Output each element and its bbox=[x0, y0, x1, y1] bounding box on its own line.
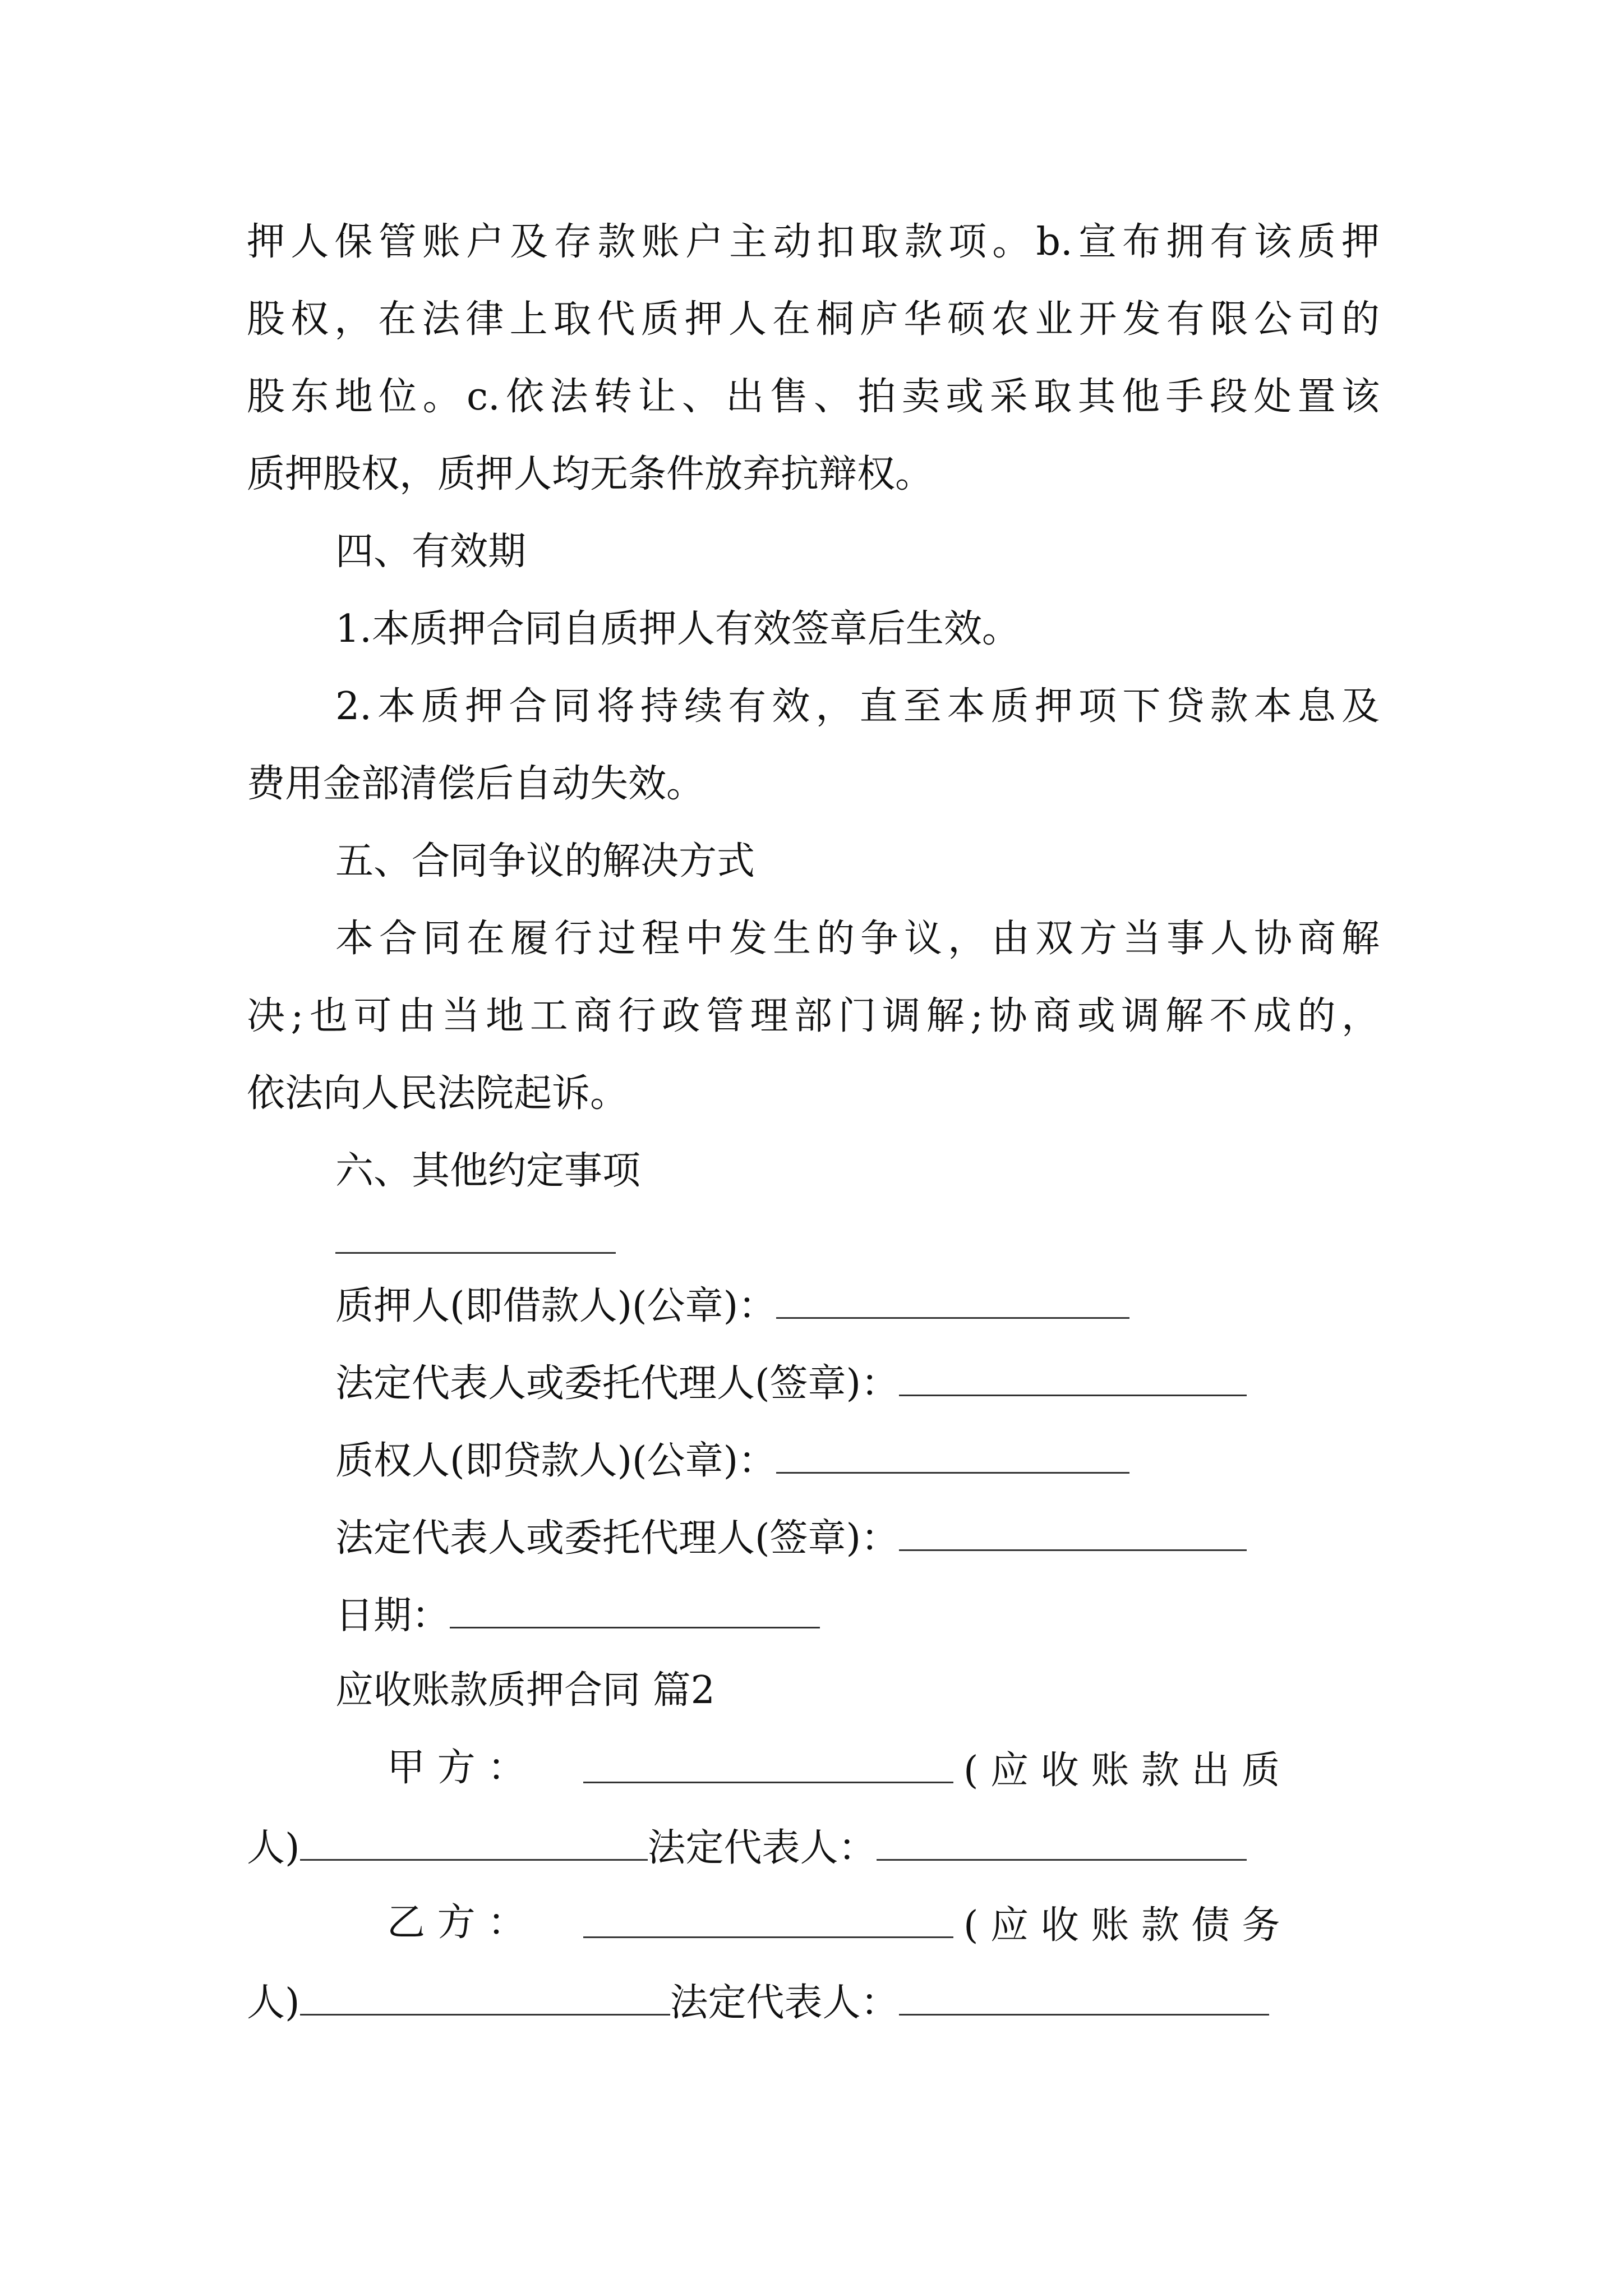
signature-label: 日期： bbox=[335, 1594, 450, 1638]
signature-row-pledgee-rep bbox=[335, 1516, 1247, 1561]
list-item-continuation: 费用金部清偿后自动失效。 bbox=[247, 762, 705, 806]
paragraph-line: 本合同在履行过程中发生的争议，由双方当事人协商解 bbox=[335, 917, 1380, 961]
party-b-rep-blank[interactable] bbox=[899, 1981, 1269, 2016]
paragraph-line: 质押股权，质押人均无条件放弃抗辩权。 bbox=[247, 452, 934, 496]
signature-label: 法定代表人或委托代理人(签章)： bbox=[335, 1361, 900, 1406]
list-item: 2.本质押合同将持续有效，直至本质押项下贷款本息及 bbox=[335, 684, 1380, 729]
signature-label: 法定代表人或委托代理人(签章)： bbox=[335, 1516, 900, 1561]
signature-blank[interactable] bbox=[776, 1439, 1129, 1474]
signature-label: 质押人(即借款人)(公章)： bbox=[335, 1284, 777, 1328]
signature-row-date bbox=[335, 1594, 820, 1638]
blank-line bbox=[335, 1252, 616, 1254]
section-heading: 六、其他约定事项 bbox=[335, 1149, 641, 1193]
signature-row-pledgor-rep bbox=[335, 1361, 1247, 1406]
section-heading: 四、有效期 bbox=[335, 530, 527, 574]
party-a-role: ( 应 收 账 款 出 质 bbox=[963, 1749, 1280, 1793]
party-a-extra-blank[interactable] bbox=[300, 1826, 648, 1861]
signature-blank[interactable] bbox=[899, 1517, 1247, 1551]
signature-row-pledgor bbox=[335, 1285, 1129, 1326]
party-a-role-end: 人) bbox=[247, 1826, 300, 1870]
party-b-row bbox=[583, 1903, 1280, 1948]
party-b-rep-label: 法定代表人： bbox=[670, 1981, 899, 2025]
party-b-role-end: 人) bbox=[247, 1981, 300, 2025]
paragraph-line: 股权，在法律上取代质押人在桐庐华硕农业开发有限公司的 bbox=[247, 297, 1380, 342]
date-blank[interactable] bbox=[450, 1594, 820, 1628]
party-b-row-2 bbox=[247, 1981, 1269, 2025]
party-b-name-blank[interactable] bbox=[583, 1904, 953, 1938]
paragraph-line: 股东地位。c.依法转让、出售、拍卖或采取其他手段处置该 bbox=[247, 375, 1380, 419]
party-b-label: 乙 方 ： bbox=[387, 1901, 526, 1945]
party-a-rep-label: 法定代表人： bbox=[647, 1826, 877, 1870]
signature-label: 质权人(即贷款人)(公章)： bbox=[335, 1439, 777, 1483]
signature-blank[interactable] bbox=[776, 1285, 1129, 1319]
party-b-extra-blank[interactable] bbox=[300, 1981, 670, 2016]
paragraph-line: 决;也可由当地工商行政管理部门调解;协商或调解不成的， bbox=[247, 994, 1380, 1038]
party-a-row bbox=[583, 1749, 1280, 1793]
signature-blank[interactable] bbox=[899, 1362, 1247, 1396]
part-heading: 应收账款质押合同 篇2 bbox=[335, 1668, 715, 1713]
party-a-rep-blank[interactable] bbox=[877, 1826, 1247, 1861]
party-b-role: ( 应 收 账 款 债 务 bbox=[963, 1903, 1280, 1948]
party-a-label: 甲 方 ： bbox=[387, 1746, 526, 1790]
party-a-row-2 bbox=[247, 1826, 1247, 1870]
signature-row-pledgee bbox=[335, 1439, 1129, 1483]
paragraph-line: 押人保管账户及存款账户主动扣取款项。b.宣布拥有该质押 bbox=[247, 220, 1380, 264]
section-heading: 五、合同争议的解决方式 bbox=[335, 839, 755, 884]
paragraph-line: 依法向人民法院起诉。 bbox=[247, 1071, 629, 1116]
party-a-name-blank[interactable] bbox=[583, 1749, 953, 1783]
list-item: 1.本质押合同自质押人有效签章后生效。 bbox=[335, 607, 1020, 651]
